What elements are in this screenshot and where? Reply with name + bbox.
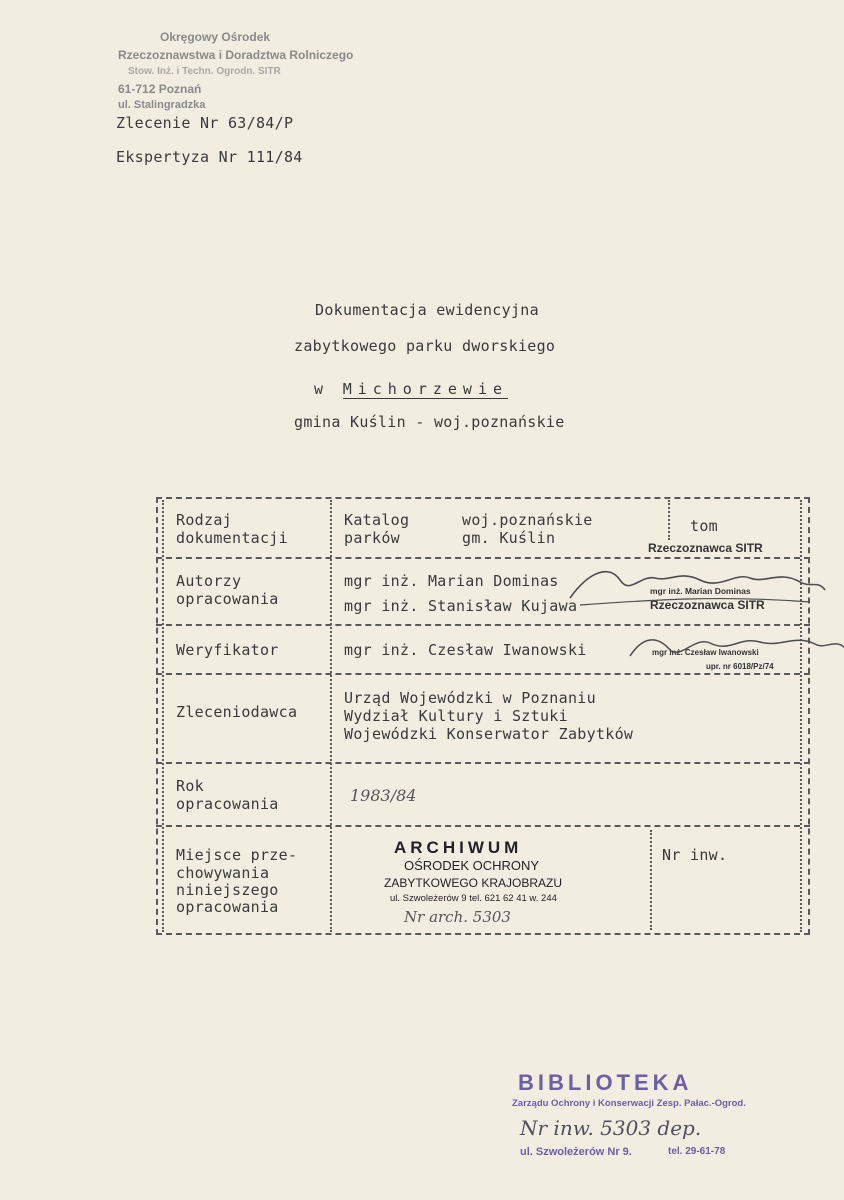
archiwum-line-5: Nr arch. 5303	[404, 908, 511, 926]
stamp-line-4: 61-712 Poznań	[118, 82, 202, 96]
row-divider	[156, 557, 810, 559]
iwanowski-license-stamp: upr. nr 6018/Pz/74	[706, 662, 774, 671]
stamp-line-3: Stow. Inż. i Techn. Ogrodn. SITR	[128, 66, 281, 77]
archiwum-line-3: ZABYTKOWEGO KRAJOBRAZU	[384, 876, 563, 890]
row-6-label-a: Miejsce prze-	[176, 846, 298, 864]
archiwum-line-2: OŚRODEK OCHRONY	[404, 858, 540, 873]
title-place: Michorzewie	[342, 380, 509, 398]
row-4-value-a: Urząd Wojewódzki w Poznaniu	[344, 689, 596, 707]
stamp-line-2: Rzeczoznawstwa i Doradztwa Rolniczego	[118, 48, 354, 62]
archiwum-line-4: ul. Szwoleżerów 9 tel. 621 62 41 w. 244	[390, 893, 557, 904]
biblioteka-line-3: Nr inw. 5303 dep.	[520, 1116, 702, 1140]
row-divider	[156, 673, 810, 675]
row-1-tom: tom	[690, 517, 718, 535]
row-6-label-d: opracowania	[176, 898, 279, 916]
row-1-value2-a: woj.poznańskie	[462, 511, 593, 529]
row-2-value-a: mgr inż. Marian Dominas	[344, 572, 559, 590]
col-divider	[162, 500, 164, 932]
title-line-2: zabytkowego parku dworskiego	[294, 337, 556, 355]
signature-iwanowski	[620, 628, 844, 668]
ekspertyza-number: Ekspertyza Nr 111/84	[116, 148, 303, 166]
row-1-value-a: Katalog	[344, 511, 410, 529]
title-line-3	[314, 380, 508, 398]
zlecenie-number: Zlecenie Nr 63/84/P	[116, 114, 294, 132]
row-6-label-c: niniejszego	[176, 881, 279, 899]
row-5-label-b: opracowania	[176, 795, 279, 813]
col-divider	[650, 830, 652, 930]
row-4-value-c: Wojewódzki Konserwator Zabytków	[344, 725, 634, 743]
row-5-label-a: Rok	[176, 777, 204, 795]
biblioteka-line-2: Zarządu Ochrony i Konserwacji Zesp. Pałac.-Ogrod.	[512, 1098, 746, 1109]
row-1-value-b: parków	[344, 529, 400, 547]
stamp-line-1: Okręgowy Ośrodek	[160, 30, 271, 44]
stamp-line-5: ul. Stalingradzka	[118, 99, 206, 111]
row-divider	[156, 762, 810, 764]
row-6-nr-inw: Nr inw.	[662, 846, 728, 864]
signature-dominas	[560, 560, 830, 620]
rzeczoznawca-stamp-1: Rzeczoznawca SITR	[648, 541, 763, 555]
col-divider	[330, 500, 332, 932]
row-1-label-a: Rodzaj	[176, 511, 232, 529]
row-4-label: Zleceniodawca	[176, 703, 298, 721]
biblioteka-line-1: BIBLIOTEKA	[518, 1070, 693, 1095]
dominas-stamp: mgr inż. Marian Dominas	[650, 586, 751, 596]
row-1-value2-b: gm. Kuślin	[462, 529, 556, 547]
biblioteka-line-5: tel. 29-61-78	[668, 1146, 726, 1157]
title-line-4: gmina Kuślin - woj.poznańskie	[294, 413, 565, 431]
col-divider	[668, 500, 670, 540]
row-6-label-b: chowywania	[176, 864, 270, 882]
rzeczoznawca-stamp-2: Rzeczoznawca SITR	[650, 598, 765, 612]
title-prefix: w	[314, 380, 324, 398]
row-3-label: Weryfikator	[176, 641, 279, 659]
row-2-label-a: Autorzy	[176, 572, 242, 590]
row-3-value: mgr inż. Czesław Iwanowski	[344, 641, 587, 659]
row-4-value-b: Wydział Kultury i Sztuki	[344, 707, 568, 725]
archiwum-line-1: ARCHIWUM	[394, 838, 523, 857]
biblioteka-line-4: ul. Szwoleżerów Nr 9.	[520, 1146, 632, 1158]
row-2-label-b: opracowania	[176, 590, 279, 608]
row-divider	[156, 825, 810, 827]
iwanowski-stamp: mgr inż. Czesław Iwanowski	[652, 648, 759, 657]
title-line-1: Dokumentacja ewidencyjna	[315, 301, 539, 319]
row-1-label-b: dokumentacji	[176, 529, 288, 547]
row-5-value: 1983/84	[350, 786, 417, 805]
row-2-value-b: mgr inż. Stanisław Kujawa	[344, 597, 578, 615]
row-divider	[156, 624, 810, 626]
